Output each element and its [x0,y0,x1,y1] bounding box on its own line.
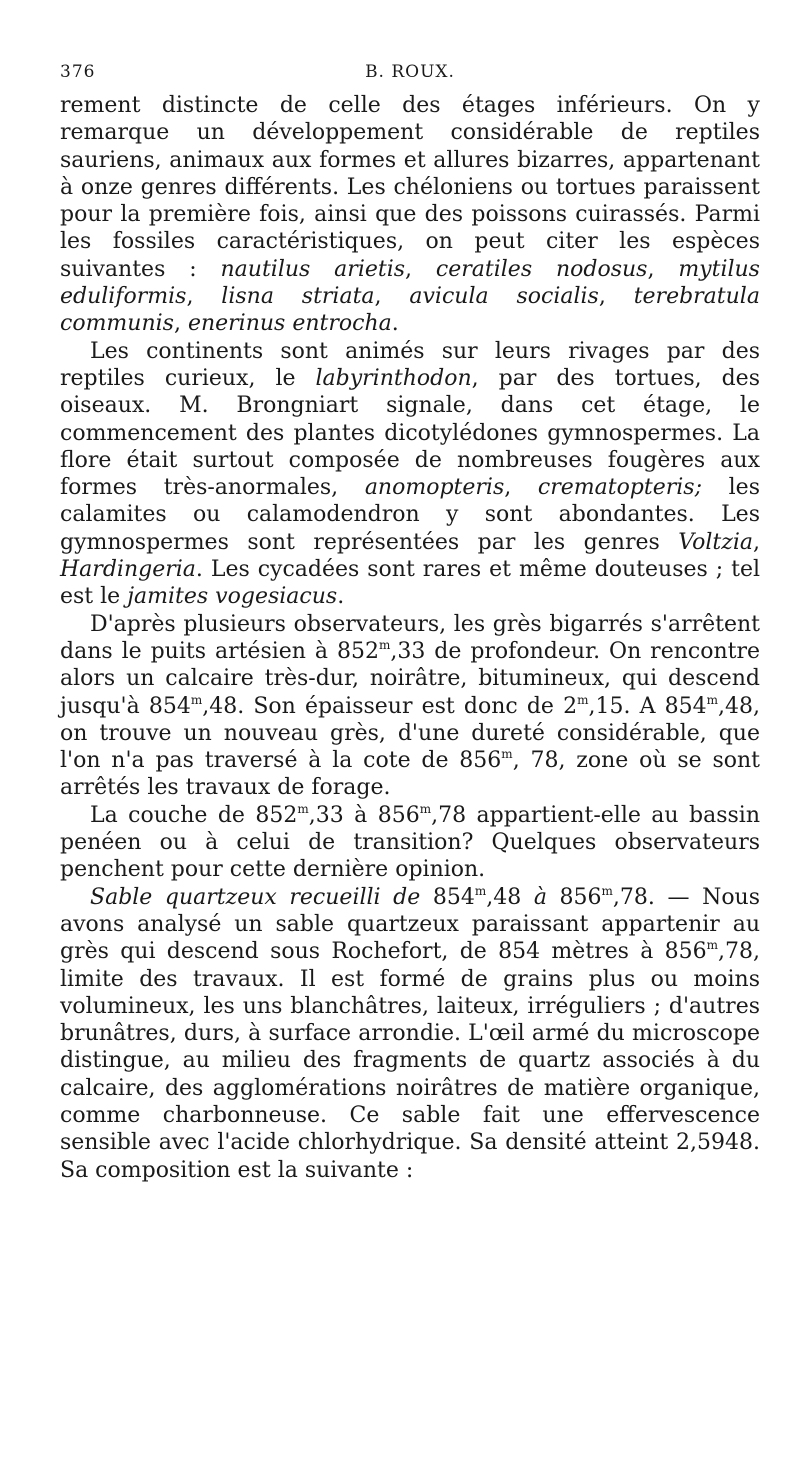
page-number: 376 [60,62,96,82]
paragraph: Les continents sont animés sur leurs rivages par des reptiles curieux, le labyrinthodon, par des tortues, des oiseaux. M. Brongniart signale, dans cet étage, le commencement des plantes dicotylédones gymnospermes. La flore était surtout composée de nombreuses fougères aux formes très-anormales, anomopteris, crematopteris; les calamites ou calamodendron y sont abondantes. Les gymnospermes sont représentées par les genres Voltzia, Hardingeria. Les cycadées sont rares et même douteuses ; tel est le jamites vogesiacus. [60,338,760,610]
body-text [60,92,760,1184]
running-title: B. ROUX. [365,62,455,82]
page-header [60,62,760,92]
paragraph: Sable quartzeux recueilli de 854$^m$,48 à 856$^m$,78. — Nous avons analysé un sable quartzeux paraissant appartenir au grès qui descend sous Rochefort, de 854 mètres à 856$^m$,78, limite des travaux. Il est formé de grains plus ou moins volumineux, les uns blanchâtres, laiteux, irréguliers ; d'autres brunâtres, durs, à surface arrondie. L'œil armé du microscope distingue, au milieu des fragments de quartz associés à du calcaire, des agglomérations noirâtres de matière organique, comme charbonneuse. Ce sable fait une effervescence sensible avec l'acide chlorhydrique. Sa densité atteint 2,5948. Sa composition est la suivante : [60,883,761,1183]
paragraph: rement distincte de celle des étages inférieurs. On y remarque un développement considérable de reptiles sauriens, animaux aux formes et allures bizarres, appartenant à onze genres différents. Les chéloniens ou tortues paraissent pour la première fois, ainsi que des poissons cuirassés. Parmi les fossiles caractéristiques, on peut citer les espèces suivantes : nautilus arietis, ceratiles nodosus, mytilus eduliformis, lisna striata, avicula socialis, terebratula communis, enerinus entrocha. [60,93,760,337]
paragraph: D'après plusieurs observateurs, les grès bigarrés s'arrêtent dans le puits artésien à 852$^m$,33 de profondeur. On rencontre alors un calcaire très-dur, noirâtre, bitumineux, qui descend jusqu'à 854$^m$,48. Son épaisseur est donc de 2$^m$,15. A 854$^m$,48, on trouve un nouveau grès, d'une dureté considérable, que l'on n'a pas traversé à la cote de 856$^m$, 78, zone où se sont arrêtés les travaux de forage. [60,611,761,801]
paragraph: La couche de 852$^m$,33 à 856$^m$,78 appartient-elle au bassin penéen ou à celui de transition? Quelques observateurs penchent pour cette dernière opinion. [60,801,760,883]
book-page [60,62,760,1184]
